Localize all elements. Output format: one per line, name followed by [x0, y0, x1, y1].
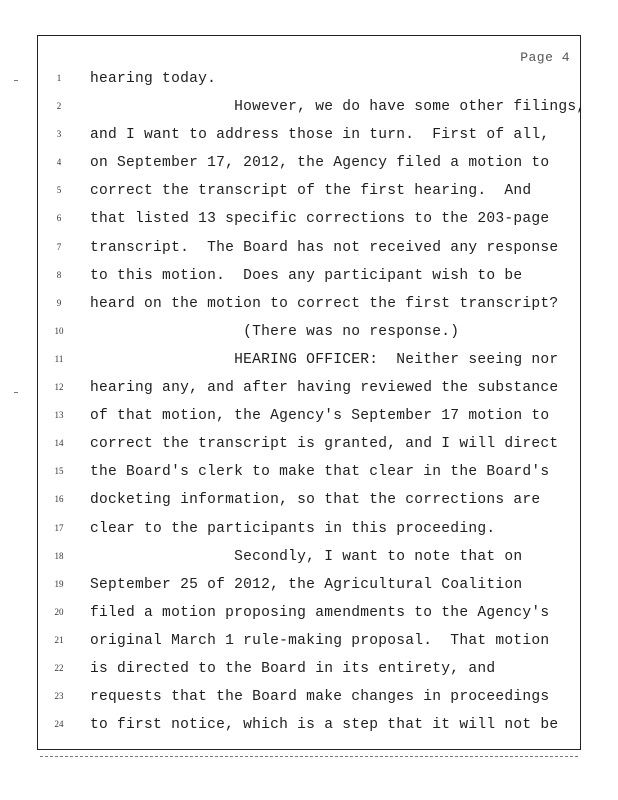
- page-number: Page 4: [520, 50, 570, 65]
- line-number: 19: [54, 578, 64, 589]
- line-text: (There was no response.): [90, 323, 460, 340]
- line-number: 12: [54, 382, 64, 393]
- transcript-line: [38, 631, 580, 659]
- transcript-line: [38, 69, 580, 97]
- line-number: 8: [56, 269, 62, 280]
- line-number: 6: [56, 213, 62, 224]
- line-text: that listed 13 specific corrections to the 203-page: [90, 211, 550, 228]
- line-text: to this motion. Does any participant wish to be: [90, 267, 523, 284]
- transcript-line: [38, 547, 580, 575]
- line-number: 15: [54, 466, 64, 477]
- transcript-line: [38, 350, 580, 378]
- transcript-line: [38, 153, 580, 181]
- line-text: the Board's clerk to make that clear in the Board's: [90, 464, 550, 481]
- transcript-line: [38, 715, 580, 743]
- transcript-line: [38, 266, 580, 294]
- line-text: clear to the participants in this proceeding.: [90, 520, 496, 537]
- line-number: 23: [54, 691, 64, 702]
- line-text: September 25 of 2012, the Agricultural Coalition: [90, 576, 523, 593]
- line-number: 17: [54, 522, 64, 533]
- line-text: and I want to address those in turn. First of all,: [90, 127, 550, 144]
- transcript-line: [38, 294, 580, 322]
- transcript-line: [38, 462, 580, 490]
- line-number: 14: [54, 438, 64, 449]
- line-text: hearing any, and after having reviewed the substance: [90, 380, 559, 397]
- line-text: on September 17, 2012, the Agency filed a motion to: [90, 155, 550, 172]
- transcript-line: [38, 97, 586, 125]
- margin-tick: [14, 392, 18, 393]
- line-text: Secondly, I want to note that on: [90, 548, 523, 565]
- line-text: correct the transcript is granted, and I will direct: [90, 436, 559, 453]
- transcript-line: [38, 322, 580, 350]
- line-text: docketing information, so that the corrections are: [90, 492, 541, 509]
- line-number: 16: [54, 494, 64, 505]
- transcript-line: [38, 181, 580, 209]
- transcript-line: [38, 687, 580, 715]
- line-number: 7: [56, 241, 62, 252]
- transcript-line: [38, 603, 580, 631]
- transcript-line: [38, 125, 580, 153]
- transcript-line: [38, 575, 580, 603]
- line-text: hearing today.: [90, 71, 217, 87]
- bottom-divider: [40, 756, 578, 757]
- line-text: transcript. The Board has not received any response: [90, 239, 559, 256]
- line-number: 24: [54, 719, 64, 730]
- line-number: 20: [54, 606, 64, 617]
- line-number: 3: [56, 129, 62, 140]
- line-text: correct the transcript of the first hearing. And: [90, 183, 532, 200]
- transcript-line: [38, 519, 580, 547]
- line-number: 11: [54, 353, 64, 364]
- transcript-line: [38, 406, 580, 434]
- transcript-lines: [38, 69, 586, 743]
- transcript-line: [38, 659, 580, 687]
- line-text: filed a motion proposing amendments to the Agency's: [90, 604, 550, 621]
- transcript-page: [37, 35, 586, 750]
- line-number: 1: [56, 73, 62, 83]
- line-text: However, we do have some other filings,: [90, 99, 586, 116]
- line-number: 21: [54, 634, 64, 645]
- line-text: of that motion, the Agency's September 17 motion to: [90, 408, 550, 425]
- line-number: 4: [56, 157, 62, 168]
- margin-tick: [14, 80, 18, 81]
- line-text: is directed to the Board in its entirety, and: [90, 660, 496, 677]
- line-number: 13: [54, 410, 64, 421]
- line-number: 18: [54, 550, 64, 561]
- line-text: HEARING OFFICER: Neither seeing nor: [90, 351, 559, 368]
- line-text: to first notice, which is a step that it will not be: [90, 717, 559, 734]
- line-number: 22: [54, 662, 64, 673]
- line-number: 5: [56, 185, 62, 196]
- line-number: 10: [54, 325, 64, 336]
- transcript-line: [38, 434, 580, 462]
- line-text: original March 1 rule-making proposal. That motion: [90, 632, 550, 649]
- line-text: heard on the motion to correct the first transcript?: [90, 295, 559, 312]
- transcript-line: [38, 209, 580, 237]
- line-text: requests that the Board make changes in proceedings: [90, 689, 550, 706]
- transcript-line: [38, 378, 580, 406]
- transcript-line: [38, 490, 580, 518]
- transcript-line: [38, 238, 580, 266]
- line-number: 2: [56, 101, 62, 112]
- line-number: 9: [56, 297, 62, 308]
